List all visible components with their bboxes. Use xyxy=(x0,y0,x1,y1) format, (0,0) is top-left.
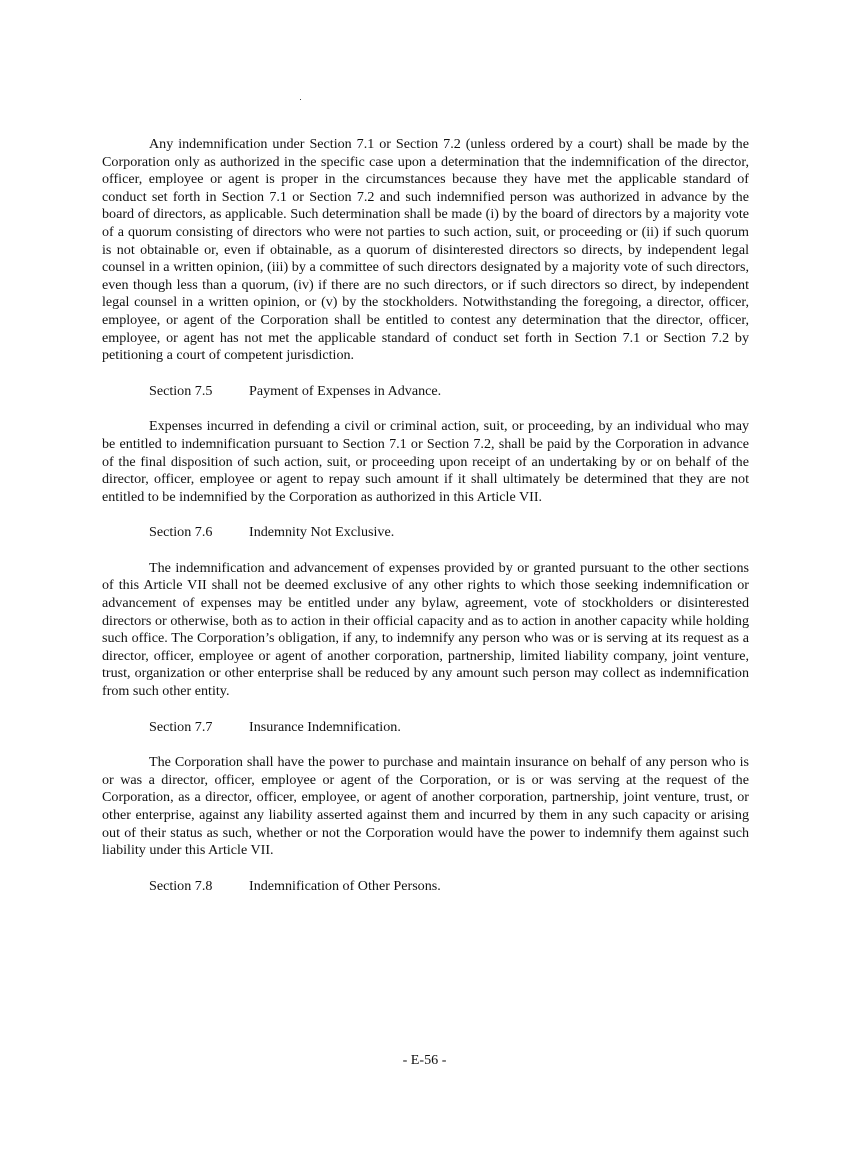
section-heading-7-5 xyxy=(102,383,749,401)
paragraph-indemnity-not-exclusive: The indemnification and advancement of expenses provided by or granted pursuant to the other sections of this Article VII shall not be deemed exclusive of any other rights to which those seeking indemnification or advancement of expenses may be entitled under any bylaw, agreement, vote of stockholders or disinterested directors or otherwise, both as to action in their official capacity and as to action in another capacity while holding such office. The Corporation’s obligation, if any, to indemnify any person who was or is serving at its request as a director, officer, employee or agent of another corporation, partnership, limited liability company, joint venture, trust, organization or other enterprise shall be reduced by any amount such person may collect as indemnification from such other entity. xyxy=(102,559,749,700)
stray-mark xyxy=(300,99,301,100)
section-title: Payment of Expenses in Advance. xyxy=(249,382,442,399)
page-number: - E-56 - xyxy=(402,1052,447,1068)
section-number: Section 7.8 xyxy=(149,877,213,894)
section-heading-7-8 xyxy=(102,878,749,896)
section-heading-7-7 xyxy=(102,719,749,737)
section-number: Section 7.7 xyxy=(149,718,213,735)
section-number: Section 7.5 xyxy=(149,382,213,399)
paragraph-payment-of-expenses: Expenses incurred in defending a civil or criminal action, suit, or proceeding, by an individual who may be entitled to indemnification pursuant to Section 7.1 or Section 7.2, shall be paid by the Corporation in advance of the final disposition of such action, suit, or proceeding upon receipt of an undertaking by or on behalf of the director, officer, employee or agent to repay such amount if it shall ultimately be determined that they are not entitled to be indemnified by the Corporation as authorized in this Article VII. xyxy=(102,418,749,505)
document-body xyxy=(102,136,749,895)
paragraph-insurance-indemnification: The Corporation shall have the power to purchase and maintain insurance on behalf of any person who is or was a director, officer, employee or agent of the Corporation, or is or was serving at the request of the Corporation, as a director, officer, employee, or agent of another corporation, partnership, joint venture, trust, or other enterprise, against any liability asserted against them and incurred by them in any such capacity or arising out of their status as such, whether or not the Corporation would have the power to indemnify them against such liability under this Article VII. xyxy=(102,754,749,859)
section-number: Section 7.6 xyxy=(149,524,213,541)
section-title: Indemnification of Other Persons. xyxy=(249,877,441,894)
paragraph-determination: Any indemnification under Section 7.1 or Section 7.2 (unless ordered by a court) shall be made by the Corporation only as authorized in the specific case upon a determination that the indemnification of the director, officer, employee or agent is proper in the circumstances because they have met the applicable standard of conduct set forth in Section 7.1 or Section 7.2 and such indemnified person was authorized in advance by the board of directors, as applicable. Such determination shall be made (i) by the board of directors by a majority vote of a quorum consisting of directors who were not parties to such action, suit, or proceeding or (ii) if such quorum is not obtainable or, even if obtainable, as a quorum of disinterested directors so directs, by independent legal counsel in a written opinion, (iii) by a committee of such directors designated by a majority vote of such directors, even though less than a quorum, (iv) if there are no such directors, or if such directors so direct, by independent legal counsel in a written opinion, or (v) by the stockholders. Notwithstanding the foregoing, a director, officer, employee, or agent of the Corporation shall be entitled to contest any determination that the director, officer, employee, or agent has not met the applicable standard of conduct set forth in Section 7.1 or Section 7.2 by petitioning a court of competent jurisdiction. xyxy=(102,136,749,364)
section-title: Insurance Indemnification. xyxy=(249,718,401,735)
section-title: Indemnity Not Exclusive. xyxy=(249,524,395,541)
section-heading-7-6 xyxy=(102,524,749,542)
